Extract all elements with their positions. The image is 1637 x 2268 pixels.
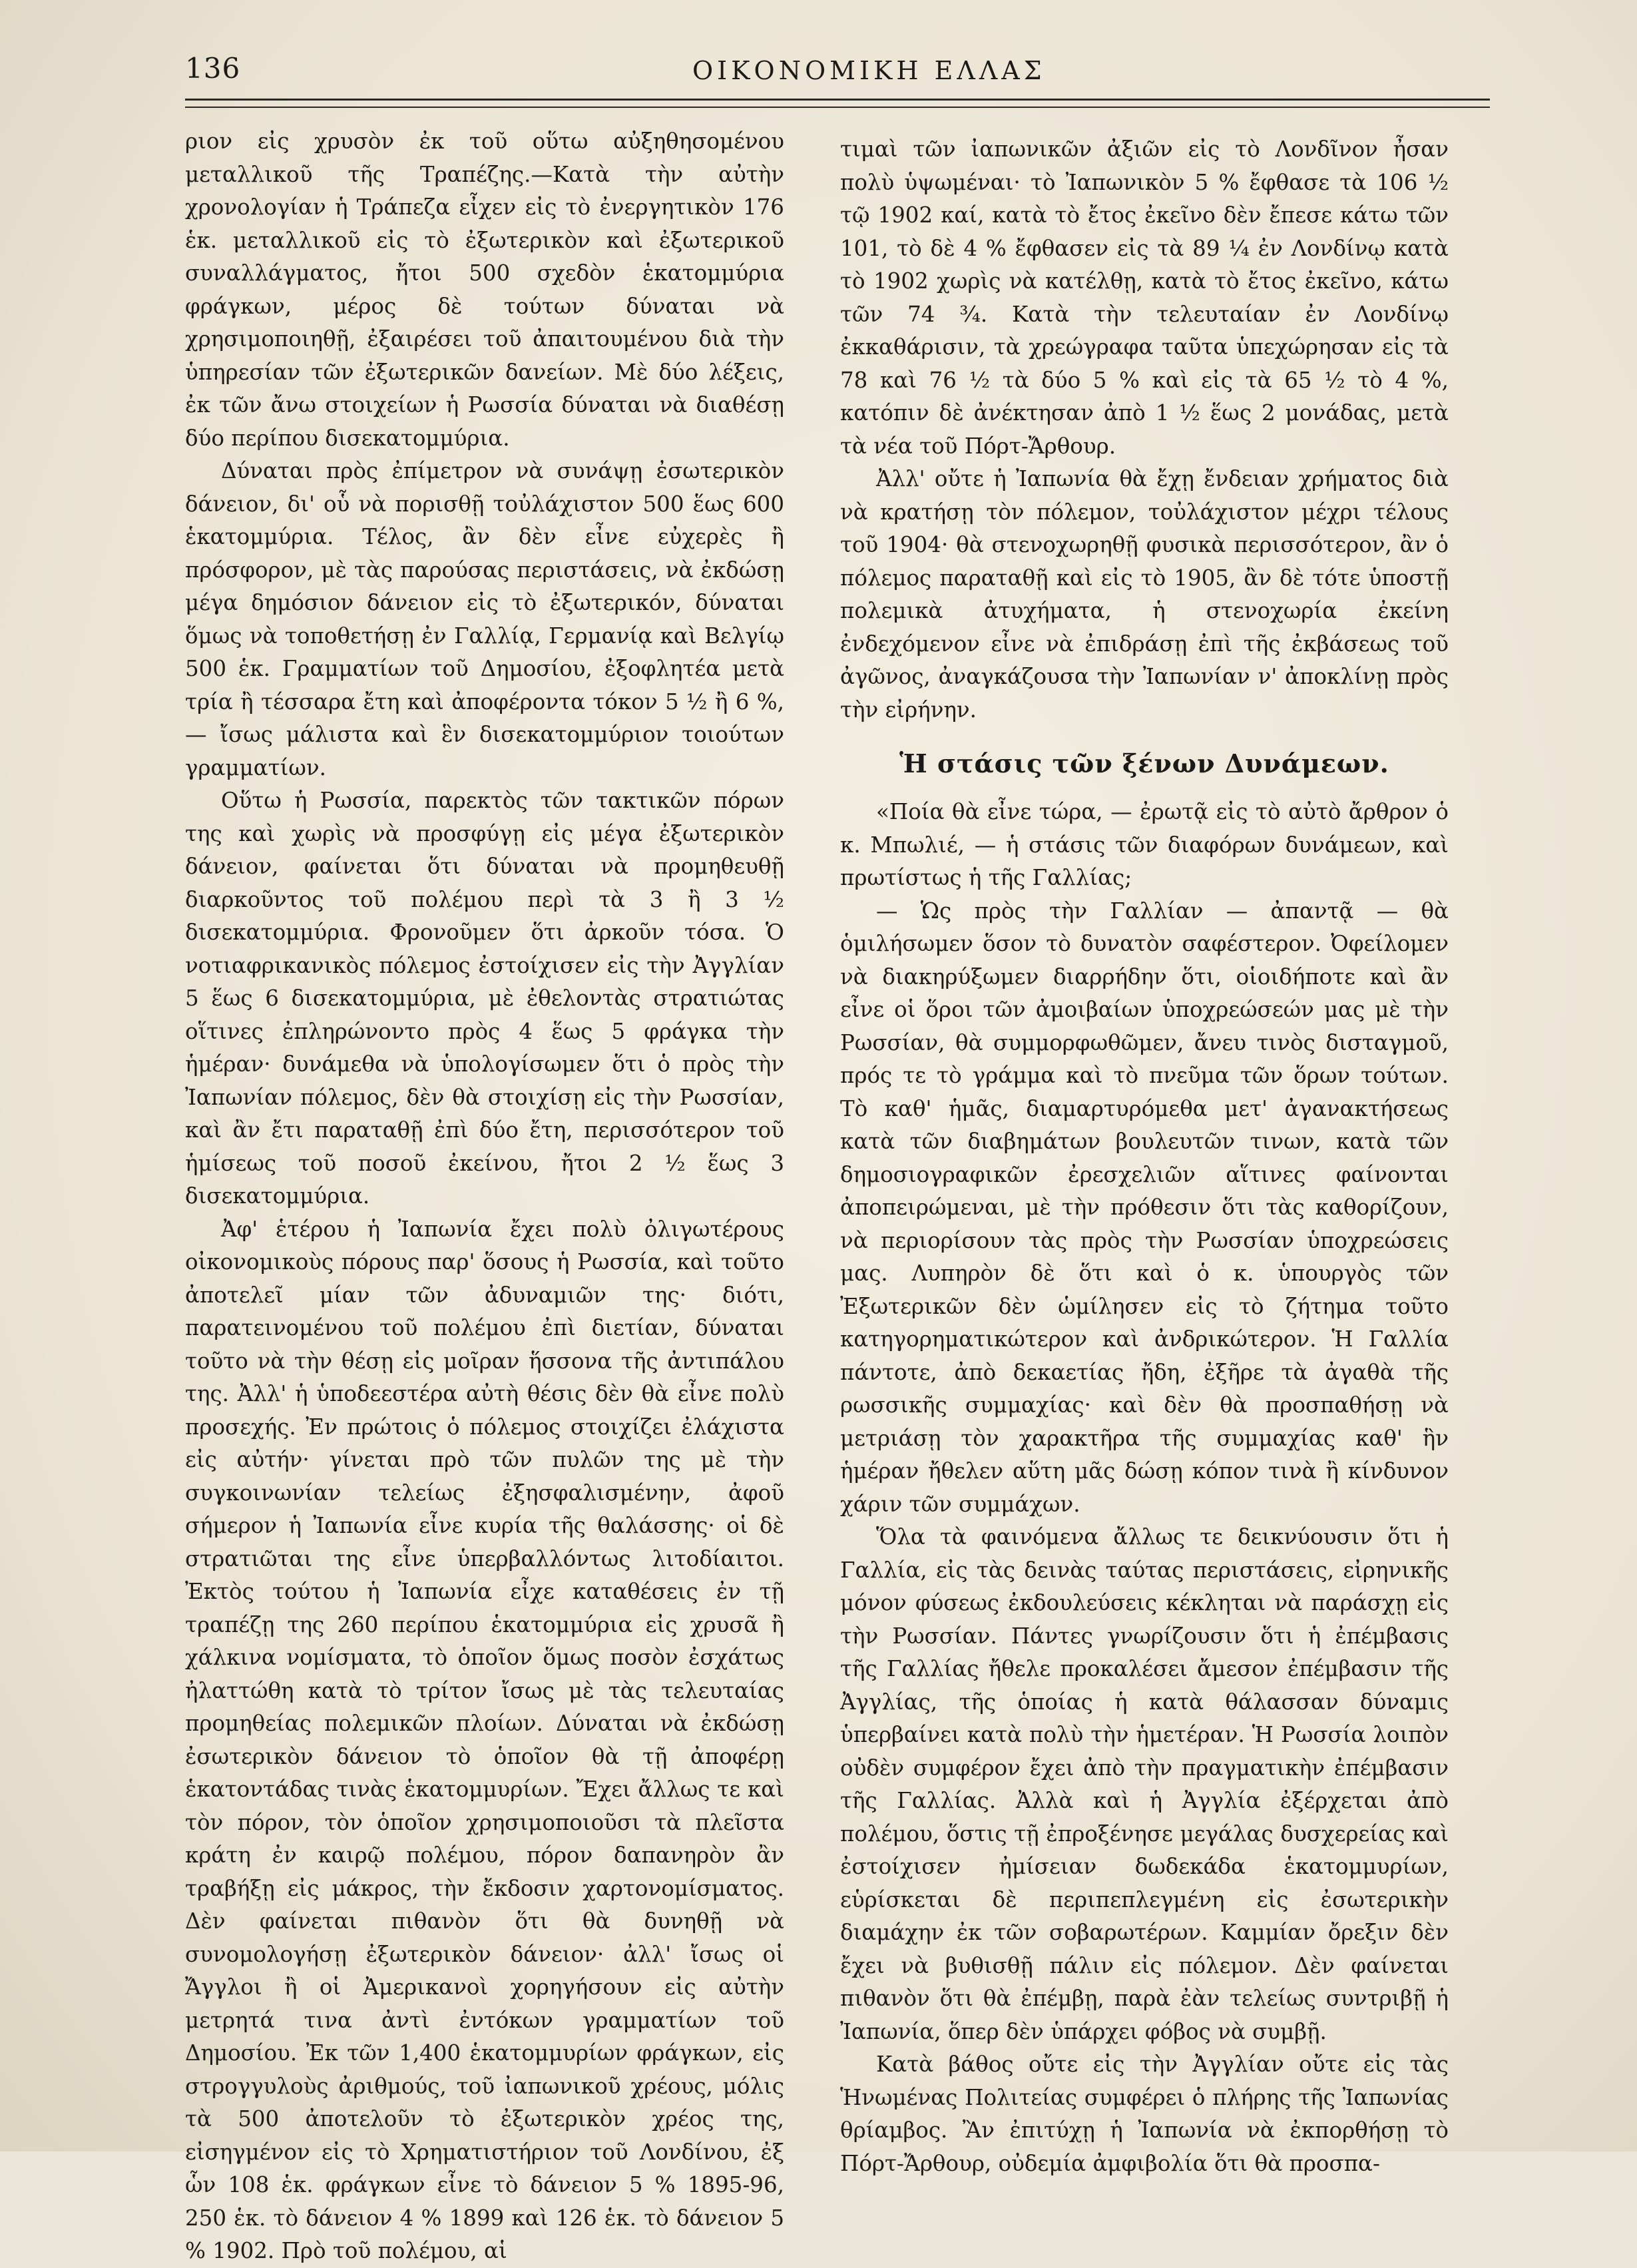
paragraph: Δύναται πρὸς ἐπίμετρον νὰ συνάψῃ ἐσωτερικὸν δάνειον, δι' οὗ νὰ πορισθῇ τοὐλάχιστον 500 ἕως 600 ἑκατομμύρια. Τέλος, ἂν δὲν εἶνε εὐχερὲς ἢ πρόσφορον, μὲ τὰς παρούσας περιστάσεις, νὰ ἐκδώσῃ μέγα δημόσιον δάνειον εἰς τὸ ἐξωτερικόν, δύναται ὅμως νὰ τοποθετήσῃ ἐν Γαλλίᾳ, Γερμανίᾳ καὶ Βελγίῳ 500 ἑκ. Γραμματίων τοῦ Δημοσίου, ἐξοφλητέα μετὰ τρία ἢ τέσσαρα ἔτη καὶ ἀποφέροντα τόκον 5 ½ ἢ 6 %, — ἴσως μάλιστα καὶ ἓν δισεκατομμύριον τοιούτων γραμματίων. <box>185 458 784 780</box>
paragraph: — Ὡς πρὸς τὴν Γαλλίαν — ἀπαντᾷ — θὰ ὁμιλήσωμεν ὅσον τὸ δυνατὸν σαφέστερον. Ὀφείλομεν νὰ διακηρύξωμεν διαρρήδην ὅτι, οἱοιδήποτε καὶ ἂν εἶνε οἱ ὅροι τῶν ἀμοιβαίων ὑποχρεώσεών μας μὲ τὴν Ρωσσίαν, θὰ συμμορφωθῶμεν, ἄνευ τινὸς δισταγμοῦ, πρός τε τὸ γράμμα καὶ τὸ πνεῦμα τῶν ὅρων τούτων. Τὸ καθ' ἡμᾶς, διαμαρτυρόμεθα μετ' ἀγανακτήσεως κατὰ τῶν διαβημάτων βουλευτῶν τινων, κατὰ τῶν δημοσιογραφικῶν ἐρεσχελιῶν αἵτινες φαίνονται ἀποπειρώμεναι, μὲ τὴν πρόθεσιν ὅτι τὰς καθορίζουν, νὰ περιορίσουν τὰς πρὸς τὴν Ρωσσίαν ὑποχρεώσεις μας. Λυπηρὸν δὲ ὅτι καὶ ὁ κ. ὑπουργὸς τῶν Ἐξωτερικῶν δὲν ὡμίλησεν εἰς τὸ ζήτημα τοῦτο κατηγορηματικώτερον καὶ ἀνδρικώτερον. Ἡ Γαλλία πάντοτε, ἀπὸ δεκαετίας ἤδη, ἐξῆρε τὰ ἀγαθὰ τῆς ρωσσικῆς συμμαχίας· καὶ δὲν θὰ προσπαθήσῃ νὰ μετριάσῃ τὸν χαρακτῆρα τῆς συμμαχίας καθ' ἣν ἡμέραν ἤθελεν αὕτη μᾶς δώσῃ κόπον τινὰ ἢ κίνδυνον χάριν τῶν συμμάχων. <box>840 898 1449 1517</box>
section-heading: Ἡ στάσις τῶν ξένων Δυνάμεων. <box>899 748 1389 778</box>
paragraph: Κατὰ βάθος οὔτε εἰς τὴν Ἀγγλίαν οὔτε εἰς τὰς Ἡνωμένας Πολιτείας συμφέρει ὁ πλήρης τῆς Ἰαπωνίας θρίαμβος. Ἂν ἐπιτύχῃ ἡ Ἰαπωνία νὰ ἐκπορθήσῃ τὸ Πόρτ-Ἄρθουρ, οὐδεμία ἀμφιβολία ὅτι θὰ προσπα- <box>840 2052 1449 2176</box>
paragraph: Οὕτω ἡ Ρωσσία, παρεκτὸς τῶν τακτικῶν πόρων της καὶ χωρὶς νὰ προσφύγῃ εἰς μέγα ἐξωτερικὸν δάνειον, φαίνεται ὅτι δύναται νὰ προμηθευθῇ διαρκοῦντος τοῦ πολέμου περὶ τὰ 3 ἢ 3 ½ δισεκατομμύρια. Φρονοῦμεν ὅτι ἀρκοῦν τόσα. Ὁ νοτιαφρικανικὸς πόλεμος ἐστοίχισεν εἰς τὴν Ἀγγλίαν 5 ἕως 6 δισεκατομμύρια, μὲ ἐθελοντὰς στρατιώτας οἵτινες ἐπληρώνοντο πρὸς 4 ἕως 5 φράγκα τὴν ἡμέραν· δυνάμεθα νὰ ὑπολογίσωμεν ὅτι ὁ πρὸς τὴν Ἰαπωνίαν πόλεμος, δὲν θὰ στοιχίσῃ εἰς τὴν Ρωσσίαν, καὶ ἂν ἔτι παραταθῇ ἐπὶ δύο ἔτη, περισσότερον τοῦ ἡμίσεως τοῦ ποσοῦ ἐκείνου, ἤτοι 2 ½ ἕως 3 δισεκατομμύρια. <box>185 788 784 1209</box>
page-number: 136 <box>185 52 241 85</box>
paragraph: «Ποία θὰ εἶνε τώρα, — ἐρωτᾷ εἰς τὸ αὐτὸ ἄρθρον ὁ κ. Μπωλιέ, — ἡ στάσις τῶν διαφόρων δυνάμεων, καὶ πρωτίστως ἡ τῆς Γαλλίας; <box>840 799 1449 890</box>
paragraph: Ἀφ' ἑτέρου ἡ Ἰαπωνία ἔχει πολὺ ὀλιγωτέρους οἰκονομικοὺς πόρους παρ' ὅσους ἡ Ρωσσία, καὶ τοῦτο ἀποτελεῖ μίαν τῶν ἀδυναμιῶν της· διότι, παρατεινομένου τοῦ πολέμου ἐπὶ διετίαν, δύναται τοῦτο νὰ τὴν θέσῃ εἰς μοῖραν ἥσσονα τῆς ἀντιπάλου της. Ἀλλ' ἡ ὑποδεεστέρα αὐτὴ θέσις δὲν θὰ εἶνε πολὺ προσεχής. Ἐν πρώτοις ὁ πόλεμος στοιχίζει ἐλάχιστα εἰς αὐτήν· γίνεται πρὸ τῶν πυλῶν της μὲ τὴν συγκοινωνίαν τελείως ἐξησφαλισμένην, ἀφοῦ σήμερον ἡ Ἰαπωνία εἶνε κυρία τῆς θαλάσσης· οἱ δὲ στρατιῶται της εἶνε ὑπερβαλλόντως λιτοδίαιτοι. Ἐκτὸς τούτου ἡ Ἰαπωνία εἶχε καταθέσεις ἐν τῇ τραπέζῃ της 260 περίπου ἑκατομμύρια εἰς χρυσᾶ ἢ χάλκινα νομίσματα, τὸ ὁποῖον ὅμως ποσὸν ἐσχάτως ἠλαττώθη κατὰ τὸ τρίτον ἴσως μὲ τὰς τελευταίας προμηθείας πολεμικῶν πλοίων. Δύναται νὰ ἐκδώσῃ ἐσωτερικὸν δάνειον τὸ ὁποῖον θὰ τῇ ἀποφέρῃ ἑκατοντάδας τινὰς ἑκατομμυρίων. Ἔχει ἄλλως τε καὶ τὸν πόρον, τὸν ὁποῖον χρησιμοποιοῦσι τὰ πλεῖστα κράτη ἐν καιρῷ πολέμου, πόρον δαπανηρὸν ἂν τραβήξῃ εἰς μάκρος, τὴν ἔκδοσιν χαρτονομίσματος. Δὲν φαίνεται πιθανὸν ὅτι θὰ δυνηθῇ νὰ συνομολογήσῃ ἐξωτερικὸν δάνειον· ἀλλ' ἴσως οἱ Ἄγγλοι ἢ οἱ Ἀμερικανοὶ χορηγήσουν εἰς αὐτὴν μετρητά τινα ἀντὶ ἐντόκων γραμματίων τοῦ Δημοσίου. Ἐκ τῶν 1,400 ἑκατομμυρίων φράγκων, εἰς στρογγυλοὺς ἀριθμούς, τοῦ ἰαπωνικοῦ χρέους, μόλις τὰ 500 ἀποτελοῦν τὸ ἐξωτερικὸν χρέος της, εἰσηγμένον εἰς τὸ Χρηματιστήριον τοῦ Λονδίνου, ἐξ ὧν 108 ἑκ. φράγκων εἶνε τὸ δάνειον 5 % 1895-96, 250 ἑκ. τὸ δάνειον 4 % 1899 καὶ 126 ἑκ. τὸ δάνειον 5 % 1902. Πρὸ τοῦ πολέμου, αἱ <box>185 1216 784 2263</box>
header-rule-thin <box>185 107 1490 108</box>
paragraph: Ἀλλ' οὔτε ἡ Ἰαπωνία θὰ ἔχῃ ἔνδειαν χρήματος διὰ νὰ κρατήσῃ τὸν πόλεμον, τοὐλάχιστον μέχρι τέλους τοῦ 1904· θὰ στενοχωρηθῇ φυσικὰ περισσότερον, ἂν ὁ πόλεμος παραταθῇ καὶ εἰς τὸ 1905, ἂν δὲ τότε ὑποστῇ πολεμικὰ ἀτυχήματα, ἡ στενοχωρία ἐκείνη ἐνδεχόμενον εἶνε νὰ ἐπιδράσῃ ἐπὶ τῆς ἐκβάσεως τοῦ ἀγῶνος, ἀναγκάζουσα τὴν Ἰαπωνίαν ν' ἀποκλίνῃ πρὸς τὴν εἰρήνην. <box>840 466 1449 722</box>
running-header <box>0 52 1637 92</box>
left-column <box>185 125 784 2268</box>
header-rule <box>185 99 1490 101</box>
journal-title: ΟΙΚΟΝΟΜΙΚΗ ΕΛΛΑΣ <box>692 56 1046 85</box>
right-column <box>840 133 1449 2180</box>
paragraph: τιμαὶ τῶν ἰαπωνικῶν ἀξιῶν εἰς τὸ Λονδῖνον ἦσαν πολὺ ὑψωμέναι· τὸ Ἰαπωνικὸν 5 % ἔφθασε τὰ 106 ½ τῷ 1902 καί, κατὰ τὸ ἔτος ἐκεῖνο δὲν ἔπεσε κάτω τῶν 101, τὸ δὲ 4 % ἔφθασεν εἰς τὰ 89 ¼ ἐν Λονδίνῳ κατὰ τὸ 1902 χωρὶς νὰ κατέλθῃ, κατὰ τὸ ἔτος ἐκεῖνο, κάτω τῶν 74 ¾. Κατὰ τὴν τελευταίαν ἐν Λονδίνῳ ἐκκαθάρισιν, τὰ χρεώγραφα ταῦτα ὑπεχώρησαν εἰς τὰ 78 καὶ 76 ½ τὰ δύο 5 % καὶ εἰς τὰ 65 ½ τὸ 4 %, κατόπιν δὲ ἀνέκτησαν ἀπὸ 1 ½ ἕως 2 μονάδας, μετὰ τὰ νέα τοῦ Πόρτ-Ἄρθουρ. <box>840 137 1449 459</box>
paragraph: Ὅλα τὰ φαινόμενα ἄλλως τε δεικνύουσιν ὅτι ἡ Γαλλία, εἰς τὰς δεινὰς ταύτας περιστάσεις, εἰρηνικῆς μόνον φύσεως ἐκδουλεύσεις κέκληται νὰ παράσχῃ εἰς τὴν Ρωσσίαν. Πάντες γνωρίζουσιν ὅτι ἡ ἐπέμβασις τῆς Γαλλίας ἤθελε προκαλέσει ἄμεσον ἐπέμβασιν τῆς Ἀγγλίας, τῆς ὁποίας ἡ κατὰ θάλασσαν δύναμις ὑπερβαίνει κατὰ πολὺ τὴν ἡμετέραν. Ἡ Ρωσσία λοιπὸν οὐδὲν συμφέρον ἔχει ἀπὸ τὴν πραγματικὴν ἐπέμβασιν τῆς Γαλλίας. Ἀλλὰ καὶ ἡ Ἀγγλία ἐξέρχεται ἀπὸ πολέμου, ὅστις τῇ ἐπροξένησε μεγάλας δυσχερείας καὶ ἐστοίχισεν ἠμίσειαν δωδεκάδα ἑκατομμυρίων, εὑρίσκεται δὲ περιπεπλεγμένη εἰς ἐσωτερικὴν διαμάχην ἐκ τῶν σοβαρωτέρων. Καμμίαν ὄρεξιν δὲν ἔχει νὰ βυθισθῇ πάλιν εἰς πόλεμον. Δὲν φαίνεται πιθανὸν ὅτι θὰ ἐπέμβῃ, παρὰ ἐὰν τελείως συντριβῇ ἡ Ἰαπωνία, ὅπερ δὲν ὑπάρχει φόβος νὰ συμβῇ. <box>840 1524 1449 2044</box>
paragraph: ριον εἰς χρυσὸν ἐκ τοῦ οὕτω αὐξηθησομένου μεταλλικοῦ τῆς Τραπέζης.—Κατὰ τὴν αὐτὴν χρονολογίαν ἡ Τράπεζα εἶχεν εἰς τὸ ἐνεργητικὸν 176 ἑκ. μεταλλικοῦ εἰς τὸ ἐξωτερικὸν καὶ ἐξωτερικοῦ συναλλάγματος, ἤτοι 500 σχεδὸν ἑκατομμύρια φράγκων, μέρος δὲ τούτων δύναται νὰ χρησιμοποιηθῇ, ἐξαιρέσει τοῦ ἀπαιτουμένου διὰ τὴν ὑπηρεσίαν τῶν ἐξωτερικῶν δανείων. Μὲ δύο λέξεις, ἐκ τῶν ἄνω στοιχείων ἡ Ρωσσία δύναται νὰ διαθέσῃ δύο περίπου δισεκατομμύρια. <box>185 129 784 451</box>
